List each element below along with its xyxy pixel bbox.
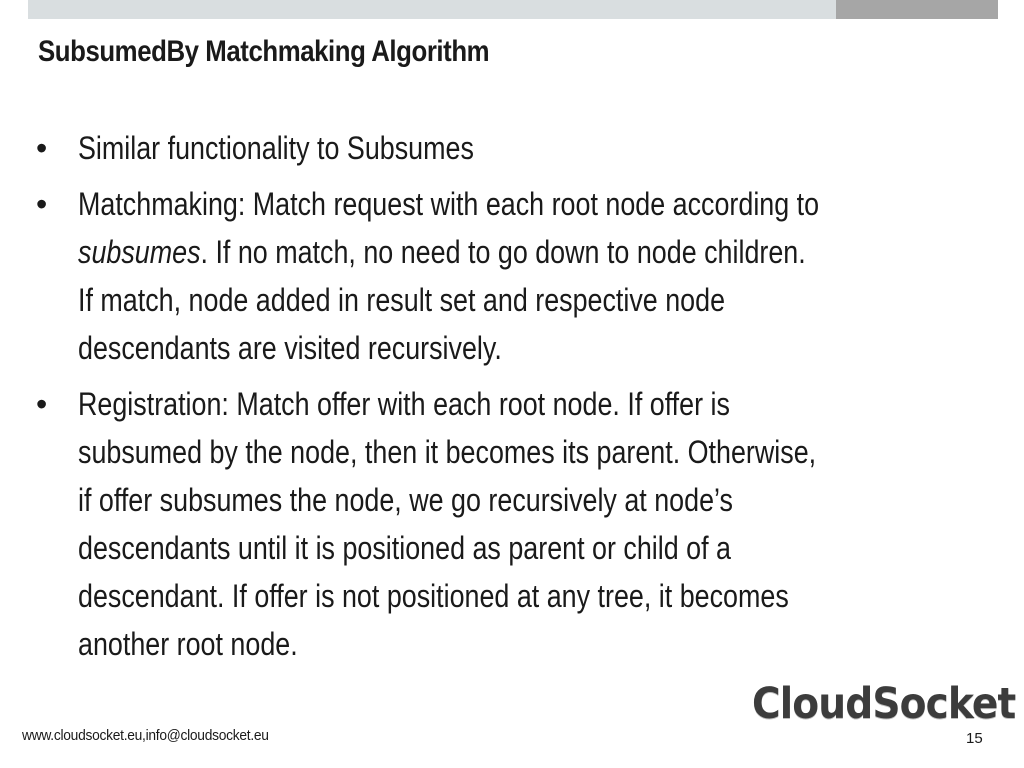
bullet-line: Registration: Match offer with each root node. If offer is: [78, 386, 730, 422]
bullet-line: descendant. If offer is not positioned at any tree, it becomes: [78, 578, 789, 614]
bullet-marker: •: [36, 386, 48, 422]
footer-contact: www.cloudsocket.eu,info@cloudsocket.eu: [22, 727, 269, 744]
bullet-item: [0, 180, 1024, 372]
bullet-line: [78, 228, 968, 276]
bullet-marker: •: [36, 186, 48, 222]
bullet-line: Similar functionality to Subsumes: [78, 130, 474, 166]
header-accent-band: [836, 0, 998, 19]
cloudsocket-logo: CloudSocket: [752, 679, 1016, 729]
bullet-text: [78, 380, 968, 668]
bullet-text: [78, 180, 968, 372]
slide-title: SubsumedBy Matchmaking Algorithm: [38, 35, 490, 68]
bullet-line: descendants until it is positioned as parent or child of a: [78, 530, 731, 566]
bullet-line: if offer subsumes the node, we go recursively at node’s: [78, 482, 733, 518]
bullet-line: another root node.: [78, 626, 298, 662]
bullet-list: [0, 124, 1024, 676]
bullet-line: subsumed by the node, then it becomes its parent. Otherwise,: [78, 434, 817, 470]
bullet-marker: •: [36, 130, 48, 166]
bullet-line: Matchmaking: Match request with each root node according to: [78, 186, 820, 222]
emphasis-term: subsumes: [78, 234, 201, 270]
header-band: [28, 0, 836, 19]
bullet-item: [0, 124, 1024, 172]
bullet-line: If match, node added in result set and respective node: [78, 282, 726, 318]
bullet-line: descendants are visited recursively.: [78, 330, 502, 366]
bullet-text: [78, 124, 968, 172]
bullet-item: [0, 380, 1024, 668]
bullet-line-rest: . If no match, no need to go down to node children.: [200, 234, 806, 270]
page-number: 15: [966, 730, 983, 747]
